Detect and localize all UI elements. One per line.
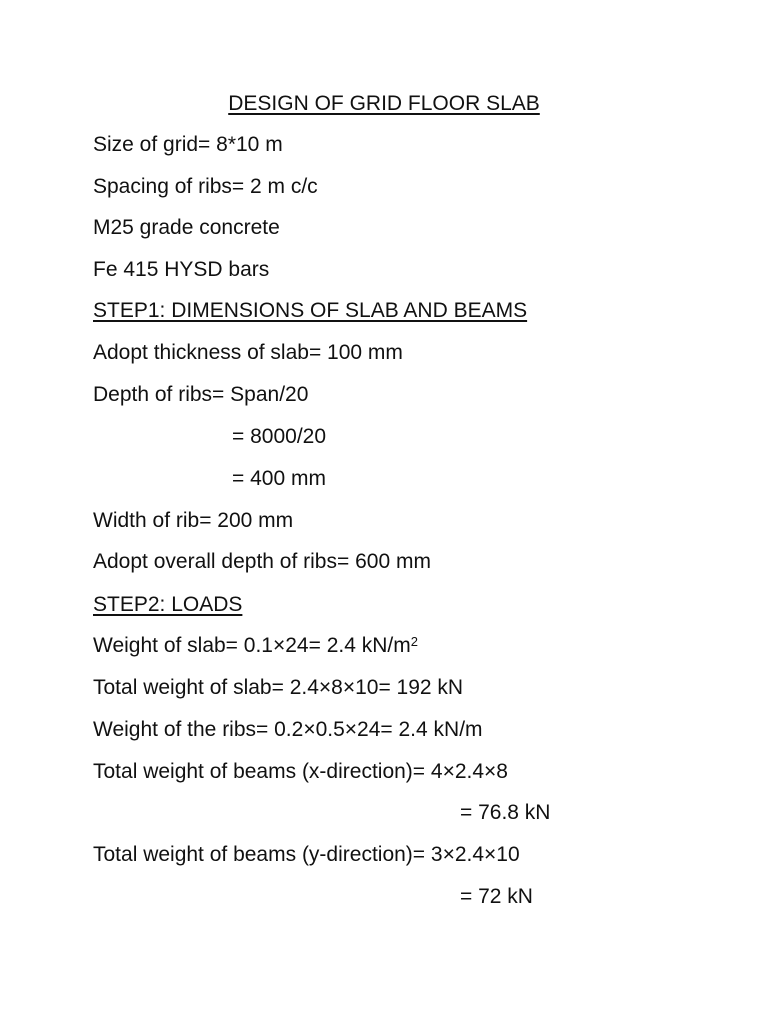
document-title: DESIGN OF GRID FLOOR SLAB [228,92,540,115]
concrete-grade-line: M25 grade concrete [93,216,280,239]
slab-thickness-line: Adopt thickness of slab= 100 mm [93,341,403,364]
steel-grade-line: Fe 415 HYSD bars [93,258,270,281]
step1-heading: STEP1: DIMENSIONS OF SLAB AND BEAMS [93,299,528,322]
beams-x-direction-line: Total weight of beams (x-direction)= 4×2.4×8 [93,760,508,783]
rib-depth-calculation-line: = 8000/20 [232,425,327,448]
rib-depth-line: Depth of ribs= Span/20 [93,383,309,406]
slab-weight-line [93,633,418,659]
rib-weight-line: Weight of the ribs= 0.2×0.5×24= 2.4 kN/m [93,718,483,741]
overall-rib-depth-line: Adopt overall depth of ribs= 600 mm [93,550,431,573]
beams-y-result-line: = 72 kN [460,885,533,908]
beams-y-direction-line: Total weight of beams (y-direction)= 3×2.4×10 [93,843,520,866]
rib-depth-result-line: = 400 mm [232,467,326,490]
grid-size-line: Size of grid= 8*10 m [93,133,283,156]
rib-width-line: Width of rib= 200 mm [93,509,294,532]
total-slab-weight-line: Total weight of slab= 2.4×8×10= 192 kN [93,676,464,699]
square-meter-superscript: 2 [410,634,418,649]
step2-heading: STEP2: LOADS [93,593,243,616]
beams-x-result-line: = 76.8 kN [460,801,551,824]
slab-weight-text: Weight of slab= 0.1×24= 2.4 kN/m [93,634,411,657]
rib-spacing-line: Spacing of ribs= 2 m c/c [93,175,318,198]
